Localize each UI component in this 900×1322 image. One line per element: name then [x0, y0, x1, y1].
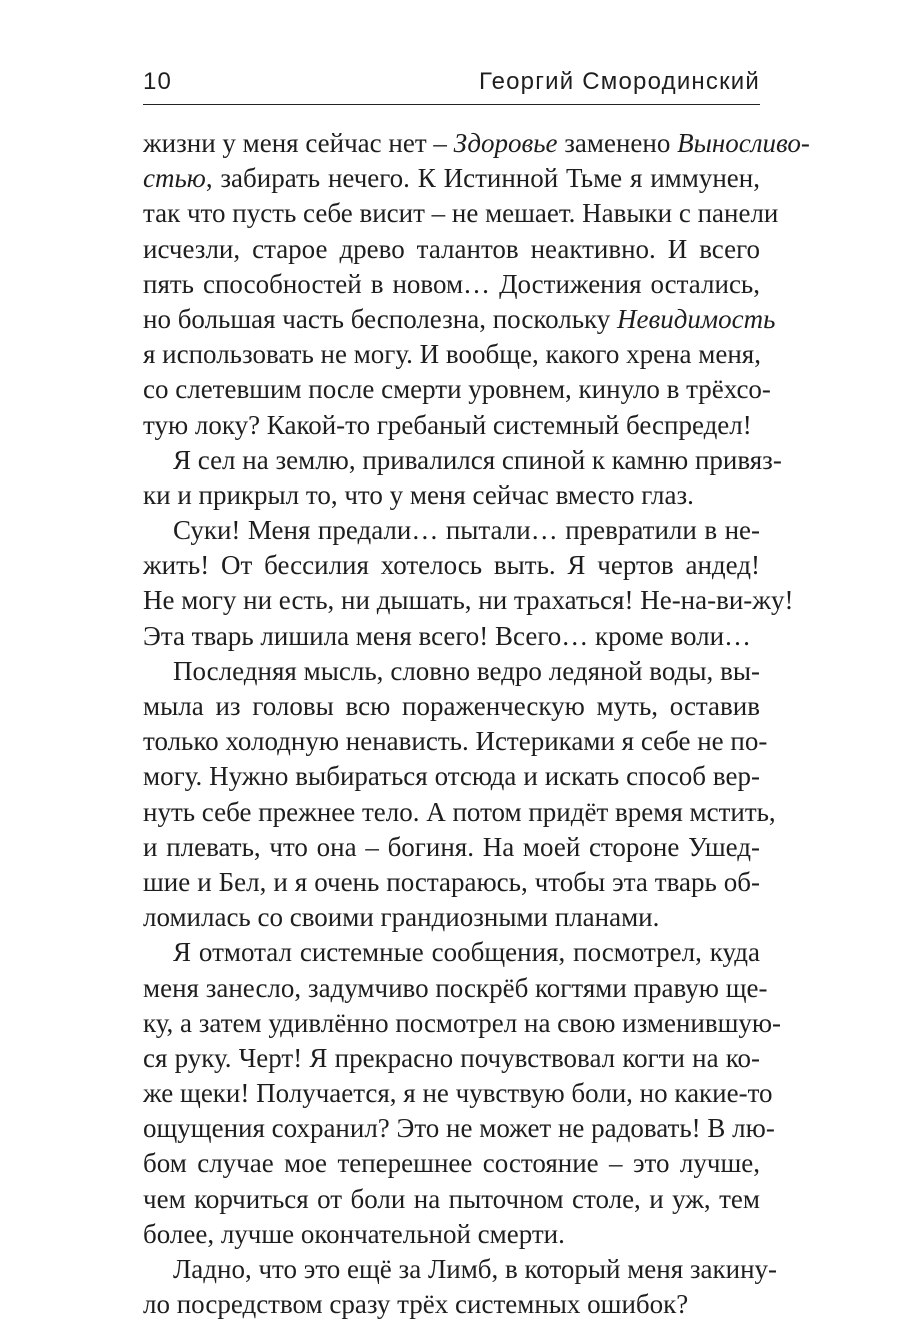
text-line: Ладно, что это ещё за Лимб, в который меня закину-: [173, 1254, 778, 1284]
text-line: Я отмотал системные сообщения, посмотрел, куда: [173, 937, 760, 968]
italic-term: Здоровье: [453, 128, 558, 158]
text-line: Суки! Меня предали… пытали… превратили в не-: [173, 515, 760, 546]
text-line: ся руку. Черт! Я прекрасно почувствовал когти на ко-: [143, 1042, 760, 1073]
text-line: бом случае мое теперешнее состояние – это лучше,: [143, 1148, 760, 1179]
page-number: 10: [143, 68, 173, 95]
text-line: Я сел на землю, привалился спиной к камню привяз-: [173, 444, 782, 475]
text-line: меня занесло, задумчиво поскрёб когтями правую ще-: [143, 972, 768, 1003]
text-line: ки и прикрыл то, что у меня сейчас вместо глаз.: [143, 479, 694, 510]
text-line: но большая часть бесполезна, поскольку Невидимость: [143, 303, 776, 334]
text-line: только холодную ненависть. Истериками я себе не по-: [143, 726, 768, 757]
header-rule: [143, 104, 760, 105]
text-line: мыла из головы всю пораженческую муть, оставив: [143, 691, 760, 721]
text-line: так что пусть себе висит – не мешает. Навыки с панели: [143, 198, 779, 229]
text-line: со слетевшим после смерти уровнем, кинуло в трёхсо-: [143, 374, 771, 405]
text-line: Не могу ни есть, ни дышать, ни трахаться! Не-на-ви-жу!: [143, 585, 794, 616]
text-line: же щеки! Получается, я не чувствую боли, но какие-то: [143, 1078, 773, 1109]
text-line: могу. Нужно выбираться отсюда и искать способ вер-: [143, 761, 760, 792]
text-line: тую локу? Какой-то гребаный системный беспредел!: [143, 409, 752, 440]
text-line: исчезли, старое древо талантов неактивно. И всего: [143, 233, 760, 264]
text-line: ощущения сохранил? Это не может не радовать! В лю-: [143, 1113, 775, 1144]
italic-term: Выносливо-: [677, 128, 810, 158]
body-text: [143, 126, 810, 1322]
text-line: ломилась со своими грандиозными планами.: [143, 902, 660, 933]
text-line: я использовать не могу. И вообще, какого хрена меня,: [143, 339, 761, 370]
text-line: жизни у меня сейчас нет – Здоровье заменено Выносливо-: [143, 128, 810, 158]
text-line: пять способностей в новом… Достижения остались,: [143, 268, 760, 299]
text-line: и плевать, что она – богиня. На моей стороне Ушед-: [143, 831, 760, 862]
text-line: чем корчиться от боли на пыточном столе, и уж, тем: [143, 1183, 760, 1214]
text-line: Эта тварь лишила меня всего! Всего… кроме воли…: [143, 620, 752, 651]
text-line: шие и Бел, и я очень постараюсь, чтобы эта тварь об-: [143, 866, 760, 897]
text-line: жить! От бессилия хотелось выть. Я чертов андед!: [143, 550, 760, 581]
text-line: ку, а затем удивлённо посмотрел на свою изменившую-: [143, 1007, 782, 1038]
text-line: более, лучше окончательной смерти.: [143, 1218, 565, 1249]
italic-term: Невидимость: [617, 303, 776, 334]
running-head: [143, 64, 760, 104]
running-title-author: Георгий Смородинский: [479, 68, 760, 95]
italic-term: стью: [143, 163, 206, 194]
text-line: ло посредством сразу трёх системных ошибок?: [143, 1289, 689, 1320]
text-line: стью, забирать нечего. К Истинной Тьме я иммунен,: [143, 163, 760, 194]
text-line: Последняя мысль, словно ведро ледяной воды, вы-: [173, 655, 760, 686]
text-line: нуть себе прежнее тело. А потом придёт время мстить,: [143, 796, 776, 827]
